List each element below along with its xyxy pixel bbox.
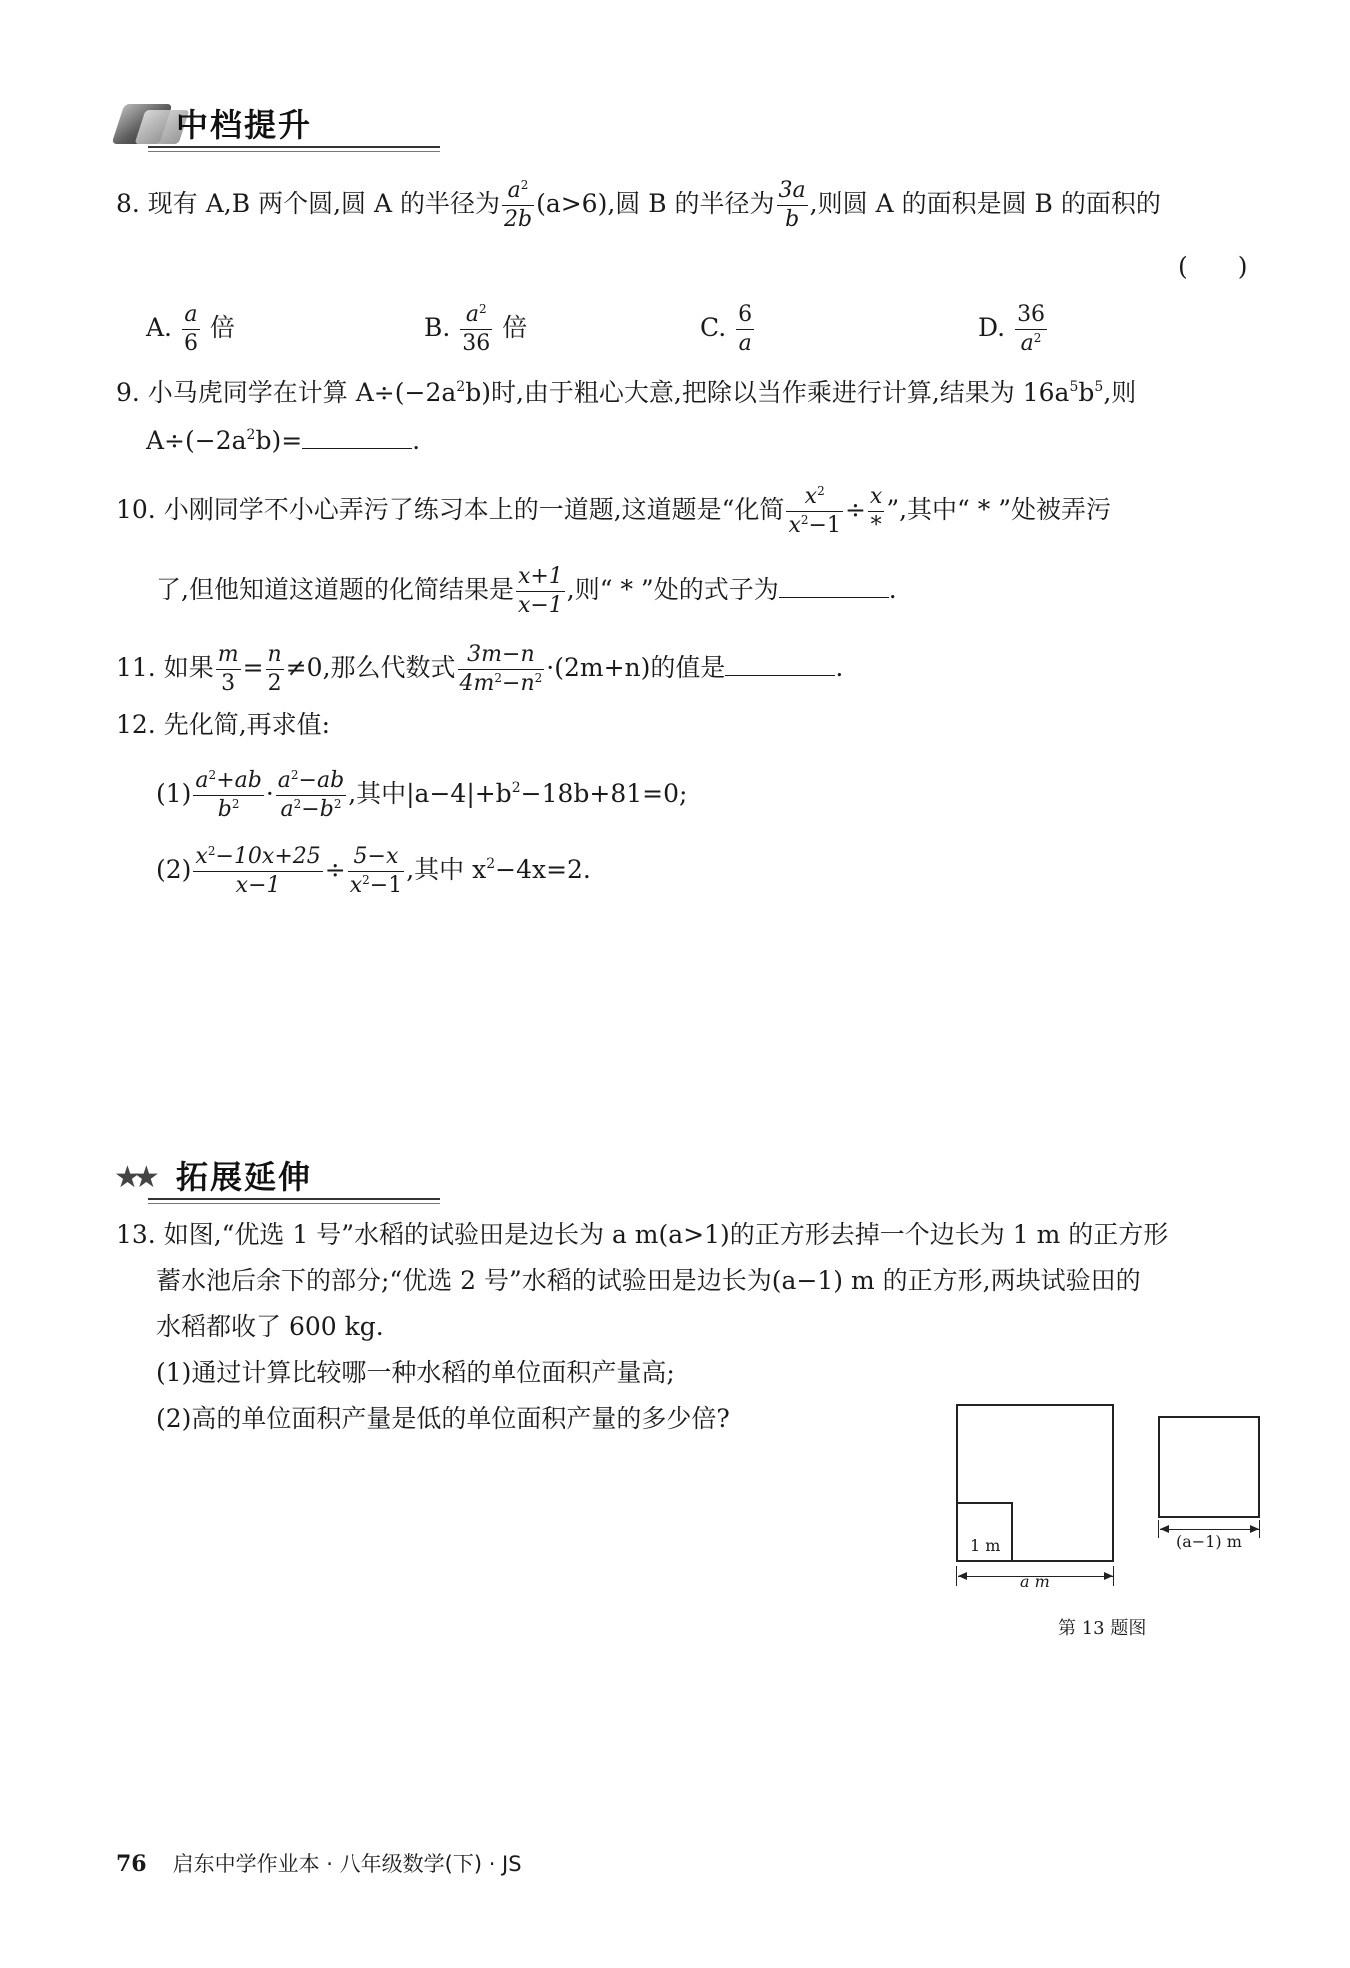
- question-12-part-1: (1) $\frac{a^2+ab}{b^2}$ · $\frac{a^2-ab}{a^2-b^2}$ ,其中$|a-4|+b^2-18b+81=0$;: [156, 768, 688, 822]
- dim-line-a-1: [1160, 1529, 1259, 1530]
- q8-option-d: D. $\frac{36}{a^2}$: [978, 302, 1046, 356]
- question-9-line-1: 9. 小马虎同学在计算 $A\div(-2a^2b)$时,由于粗心大意,把除以当作乘进行计算,结果为 $16a^5b^5$,则: [116, 378, 1137, 407]
- q12-p2-frac-2: $\frac{5-x}{x^2-1}$: [349, 844, 403, 898]
- label-a-minus-1: (a−1) m: [1176, 1532, 1242, 1551]
- arrow-left-icon-2: [1160, 1525, 1169, 1533]
- dim-tick-left-2: [1158, 1520, 1159, 1538]
- question-13-line-2: 蓄水池后余下的部分;“优选 2 号”水稻的试验田是边长为(a−1) m 的正方形,两块试验田的: [156, 1266, 1141, 1295]
- label-1m: 1 m: [970, 1536, 1001, 1555]
- dim-tick-right: [1113, 1566, 1114, 1586]
- question-12-part-2: (2) $\frac{x^2-10x+25}{x-1}$ ÷ $\frac{5-x}{x^2-1}$ ,其中 $x^2-4x=2$.: [156, 844, 591, 898]
- question-9-line-2: $A\div(-2a^2b)=$ .: [146, 426, 421, 455]
- q11-frac-3: $\frac{3m-n}{4m^2-n^2}$: [459, 642, 543, 696]
- question-13-line-3: 水稻都收了 600 kg.: [156, 1312, 384, 1341]
- q8-option-a: A. $\frac{a}{6}$ 倍: [146, 302, 235, 356]
- q8-text-c: ,则圆 A 的面积是圆 B 的面积的: [809, 189, 1161, 218]
- question-13-sub-2: (2)高的单位面积产量是低的单位面积产量的多少倍?: [156, 1404, 730, 1433]
- q11-answer-blank[interactable]: [725, 651, 835, 676]
- section-title-2: 拓展延伸: [176, 1158, 313, 1196]
- page-footer: [116, 1848, 522, 1878]
- q10-frac-1: $\frac{x^2}{x^2-1}$: [788, 484, 841, 538]
- q11-frac-1: $\frac{m}{3}$: [217, 642, 239, 696]
- q8-text-b: (a>6),圆 B 的半径为: [536, 189, 775, 218]
- section-underline: [148, 146, 440, 148]
- question-8-stem: [116, 180, 1161, 231]
- section-header-1: [118, 100, 458, 156]
- question-11: 11. 如果 $\frac{m}{3}$ = $\frac{n}{2}$ ≠0,那么代数式 $\frac{3m-n}{4m^2-n^2}$ ·(2m+n)的值是 .: [116, 642, 844, 696]
- dim-tick-right-2: [1259, 1520, 1260, 1538]
- q8-text-a: 8. 现有 A,B 两个圆,圆 A 的半径为: [116, 189, 500, 218]
- question-13-sub-1: (1)通过计算比较哪一种水稻的单位面积产量高;: [156, 1358, 675, 1387]
- section-underline-thin: [148, 151, 440, 152]
- stars-icon: ★★: [114, 1160, 152, 1195]
- q11-frac-2: $\frac{n}{2}$: [267, 642, 282, 696]
- q8-option-b: B. $\frac{a^2}{36}$ 倍: [424, 302, 528, 356]
- q9-answer-blank[interactable]: [302, 424, 412, 449]
- arrow-right-icon: [1104, 1572, 1113, 1580]
- question-10-line-2: 了,但他知道这道题的化简结果是 $\frac{x+1}{x-1}$ ,则“ * ”处的式子为 .: [156, 564, 897, 618]
- label-am: a m: [1020, 1572, 1050, 1591]
- q8-frac-1: $\frac{a^2}{2b}$: [503, 178, 533, 232]
- right-square: [1158, 1416, 1260, 1518]
- section-underline-2: [148, 1198, 440, 1200]
- q12-p2-frac-1: $\frac{x^2-10x+25}{x-1}$: [195, 844, 321, 898]
- q8-answer-paren: ( ): [1178, 252, 1248, 281]
- q8-frac-2: $\frac{3a}{b}$: [778, 178, 806, 232]
- q10-answer-blank[interactable]: [779, 573, 889, 598]
- section-underline-thin-2: [148, 1203, 440, 1204]
- q10-frac-2: $\frac{x}{*}$: [869, 484, 883, 538]
- arrow-left-icon: [958, 1572, 967, 1580]
- section-header-2: [114, 1152, 458, 1208]
- question-13-line-1: 13. 如图,“优选 1 号”水稻的试验田是边长为 a m(a>1)的正方形去掉一个边长为 1 m 的正方形: [116, 1220, 1169, 1249]
- section-title: 中档提升: [176, 106, 313, 144]
- question-10-line-1: 10. 小刚同学不小心弄污了练习本上的一道题,这道题是“化简 $\frac{x^2}{x^2-1}$ ÷ $\frac{x}{*}$ ”,其中“ * ”处被弄污: [116, 484, 1111, 538]
- arrow-right-icon-2: [1250, 1525, 1259, 1533]
- q8-option-c: C. $\frac{6}{a}$: [700, 302, 753, 356]
- dim-tick-left: [956, 1566, 957, 1586]
- page-number: 76: [116, 1851, 147, 1877]
- footer-text: 启东中学作业本 · 八年级数学(下) · JS: [172, 1852, 522, 1876]
- figure-caption: 第 13 题图: [1058, 1618, 1147, 1639]
- q12-p1-frac-2: $\frac{a^2-ab}{a^2-b^2}$: [277, 768, 345, 822]
- q12-p1-frac-1: $\frac{a^2+ab}{b^2}$: [195, 768, 262, 822]
- q10-frac-3: $\frac{x+1}{x-1}$: [517, 564, 563, 618]
- question-12-title: 12. 先化简,再求值:: [116, 710, 331, 739]
